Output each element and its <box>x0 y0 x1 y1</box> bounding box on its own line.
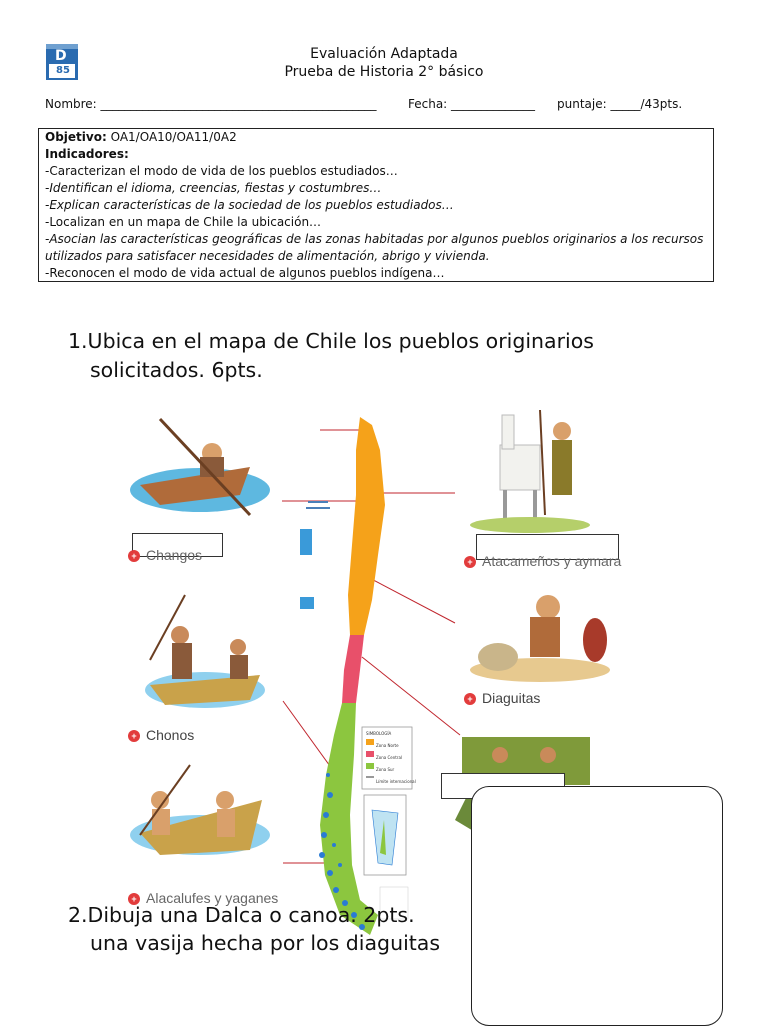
objective-value: OA1/OA10/OA11/0A2 <box>110 130 237 144</box>
island-inset <box>300 529 312 555</box>
caption-chonos <box>128 727 194 743</box>
question-2-line1: 2.Dibuja una Dalca o canoa. 2pts. <box>68 903 415 927</box>
caption-changos <box>128 547 202 563</box>
caption-atacamenos <box>464 553 621 569</box>
pin-icon: + <box>128 893 140 905</box>
alacalufes-illustration <box>130 765 270 855</box>
legend-north: Zona Norte <box>376 743 399 748</box>
page-title: Evaluación Adaptada <box>310 46 458 62</box>
logo-number: 85 <box>56 65 70 76</box>
drawing-box[interactable] <box>471 786 723 1026</box>
changos-illustration <box>130 419 270 515</box>
pin-icon: + <box>128 550 140 562</box>
question-1-line2: solicitados. 6pts. <box>90 358 263 382</box>
zone-north <box>348 417 385 635</box>
indicator-item: -Localizan en un mapa de Chile la ubicación… <box>45 215 322 229</box>
caption-text: Chonos <box>146 727 195 743</box>
objectives-box <box>38 128 714 282</box>
diaguitas-illustration <box>470 595 610 682</box>
island-inset <box>300 597 314 609</box>
indicator-item: -Reconocen el modo de vida actual de algunos pueblos indígena… <box>45 266 445 280</box>
legend-title: SIMBOLOGÍA <box>366 731 392 736</box>
logo-letter: D <box>55 48 67 64</box>
legend-center: Zona Central <box>376 755 403 760</box>
question-2-line2: una vasija hecha por los diaguitas <box>90 931 441 955</box>
zone-center <box>342 635 364 703</box>
caption-text: Atacameños y aymara <box>482 553 622 569</box>
page-subtitle: Prueba de Historia 2° básico <box>284 64 484 80</box>
caption-text: Alacalufes y yaganes <box>146 890 279 906</box>
ocean-label <box>306 501 330 509</box>
caption-diaguitas <box>464 690 540 706</box>
question-1-line1: 1.Ubica en el mapa de Chile los pueblos originarios <box>68 329 594 353</box>
date-field[interactable]: Fecha: ______________ <box>408 97 536 111</box>
atacamenos-illustration <box>470 410 590 533</box>
indicator-item: -Explican características de la sociedad de los pueblos estudiados… <box>45 198 454 212</box>
caption-text: Diaguitas <box>482 690 541 706</box>
legend-text <box>366 728 416 788</box>
indicator-item: -Asocian las características geográficas de las zonas habitadas por algunos pueblos originarios a los recursos utilizados para satisfacer necesidades de alimentación, abrigo y vivienda. <box>45 232 704 263</box>
legend-limit: Límite internacional <box>376 779 416 784</box>
chonos-illustration <box>145 595 265 708</box>
legend-south: Zona Sur <box>376 767 395 772</box>
score-field[interactable]: puntaje: _____/43pts. <box>557 97 683 111</box>
indicator-item: -Identifican el idioma, creencias, fiestas y costumbres… <box>45 181 382 195</box>
indicator-item: -Caracterizan el modo de vida de los pueblos estudiados… <box>45 164 398 178</box>
indicators-label: Indicadores: <box>45 147 129 161</box>
objective-label: Objetivo: <box>45 130 107 144</box>
pin-icon: + <box>464 693 476 705</box>
pin-icon: + <box>128 730 140 742</box>
pin-icon: + <box>464 556 476 568</box>
caption-text: Changos <box>146 547 203 563</box>
name-field[interactable]: Nombre: ______________________________________________ <box>45 97 377 111</box>
